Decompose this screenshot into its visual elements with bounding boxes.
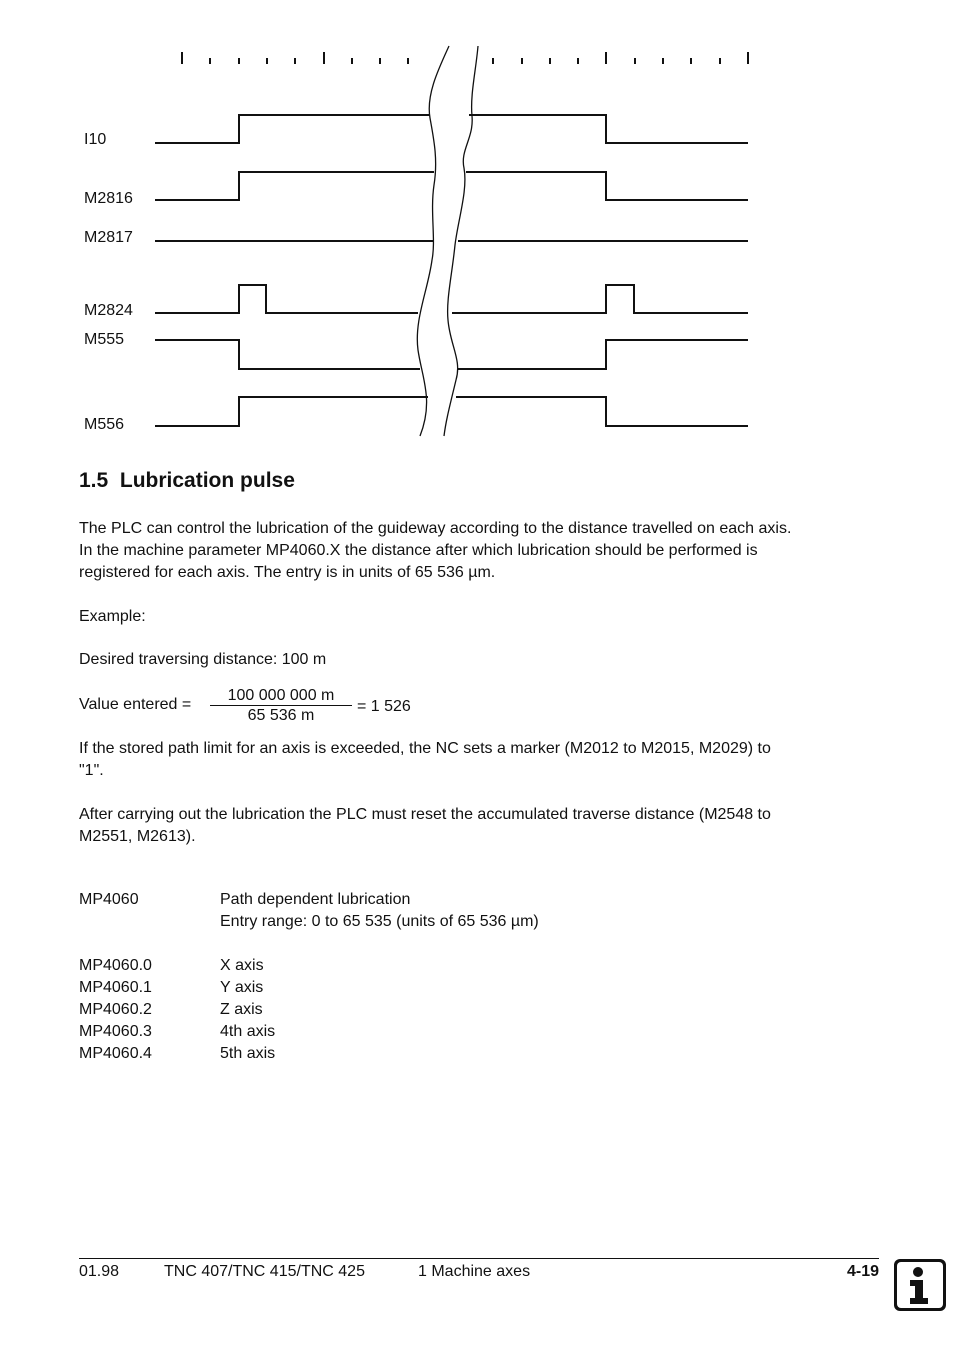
mp-row-desc: Z axis bbox=[220, 1001, 263, 1018]
mp-row-desc: 4th axis bbox=[220, 1023, 276, 1040]
mp-row-desc: Y axis bbox=[220, 979, 264, 996]
signal-trace-m556-right bbox=[456, 397, 748, 426]
signal-label-i10: I10 bbox=[84, 131, 107, 148]
mp-row-name: MP4060.2 bbox=[79, 1001, 152, 1018]
section-title: Lubrication pulse bbox=[119, 469, 295, 492]
time-scale-ticks bbox=[182, 52, 748, 64]
intro-line-1: The PLC can control the lubrication of the guideway according to the distance travelled on each axis. bbox=[79, 520, 792, 537]
mp-row-desc: X axis bbox=[220, 957, 264, 974]
footer-chapter: 1 Machine axes bbox=[418, 1263, 531, 1280]
fraction-denominator: 65 536 m bbox=[247, 707, 315, 724]
signal-label-m2816: M2816 bbox=[84, 190, 133, 207]
mp-row-desc: 5th axis bbox=[220, 1045, 276, 1062]
footer-product: TNC 407/TNC 415/TNC 425 bbox=[164, 1263, 365, 1280]
timing-diagram bbox=[0, 0, 954, 450]
exceeded-line-1: If the stored path limit for an axis is exceeded, the NC sets a marker (M2012 to M2015, M2029) to bbox=[79, 740, 771, 757]
signal-trace-m555-right bbox=[458, 340, 748, 369]
intro-paragraph bbox=[79, 518, 889, 584]
desired-distance: Desired traversing distance: 100 m bbox=[79, 651, 327, 668]
signal-label-m555: M555 bbox=[84, 331, 125, 348]
mp-row-name: MP4060.1 bbox=[79, 979, 152, 996]
signal-trace-m556 bbox=[155, 397, 428, 426]
mp-row-name: MP4060.3 bbox=[79, 1023, 152, 1040]
mp-row-name: MP4060.4 bbox=[79, 1045, 152, 1062]
signal-trace-m2824 bbox=[155, 285, 418, 313]
signal-label-m2824: M2824 bbox=[84, 302, 133, 319]
signal-trace-m2816 bbox=[155, 172, 434, 200]
reset-line-1: After carrying out the lubrication the PLC must reset the accumulated traverse distance (M2548 to bbox=[79, 806, 771, 823]
section-number: 1.5 bbox=[79, 469, 109, 492]
signal-trace-i10-right bbox=[469, 115, 748, 143]
value-fraction bbox=[210, 686, 352, 725]
footer-page-number: 4-19 bbox=[846, 1263, 879, 1280]
signal-trace-m2816-right bbox=[466, 172, 748, 200]
signal-label-m2817: M2817 bbox=[84, 229, 133, 246]
reset-paragraph bbox=[79, 804, 889, 848]
exceeded-paragraph bbox=[79, 738, 889, 782]
signal-trace-m2824-right bbox=[452, 285, 748, 313]
intro-line-2: In the machine parameter MP4060.X the distance after which lubrication should be performed is bbox=[79, 542, 758, 559]
mp-row-name: MP4060.0 bbox=[79, 957, 152, 974]
value-entered-prefix: Value entered = bbox=[79, 696, 192, 713]
intro-line-3: registered for each axis. The entry is in units of 65 536 µm. bbox=[79, 564, 496, 581]
example-label: Example: bbox=[79, 608, 146, 625]
fraction-numerator: 100 000 000 m bbox=[227, 687, 335, 704]
signal-trace-i10 bbox=[155, 115, 430, 143]
mp-main-desc-1: Path dependent lubrication bbox=[220, 891, 411, 908]
info-icon bbox=[893, 1258, 947, 1312]
signal-trace-m555 bbox=[155, 340, 420, 369]
reset-line-2: M2551, M2613). bbox=[79, 828, 196, 845]
exceeded-line-2: "1". bbox=[79, 762, 104, 779]
footer-rule bbox=[79, 1258, 879, 1259]
footer-date: 01.98 bbox=[79, 1263, 120, 1280]
mp-main-name: MP4060 bbox=[79, 891, 139, 908]
section-heading bbox=[79, 469, 295, 493]
mp-main-desc-2: Entry range: 0 to 65 535 (units of 65 536 µm) bbox=[220, 913, 539, 930]
signal-label-m556: M556 bbox=[84, 416, 125, 433]
value-result: = 1 526 bbox=[357, 698, 411, 715]
